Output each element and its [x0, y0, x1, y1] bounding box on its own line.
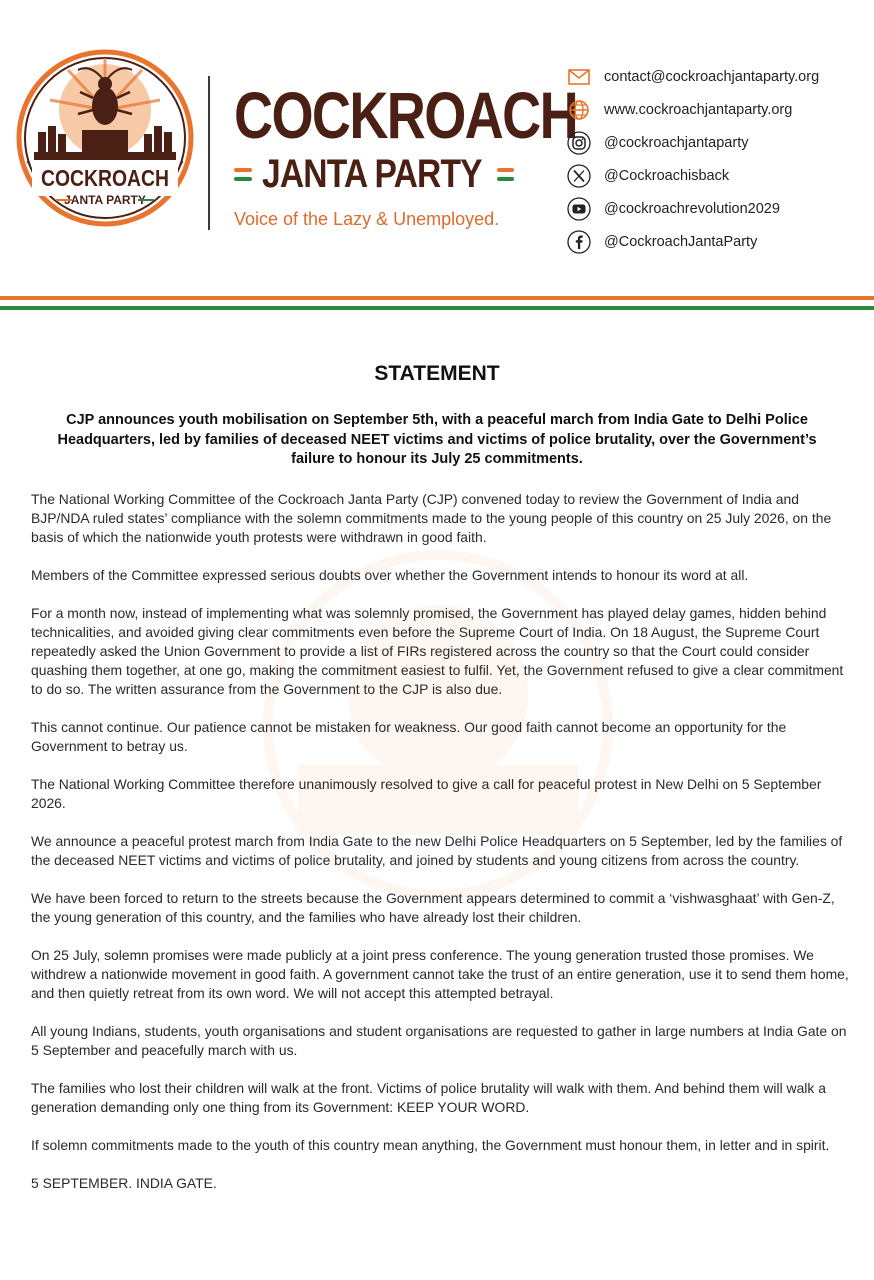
email-icon — [566, 64, 592, 90]
paragraph: If solemn commitments made to the youth of this country mean anything, the Government must honour them, in letter and in spirit. — [31, 1137, 830, 1153]
facebook-icon — [566, 229, 592, 255]
green-stripe — [0, 306, 874, 310]
closing-line: 5 SEPTEMBER. INDIA GATE. — [31, 1175, 217, 1191]
contact-youtube[interactable] — [566, 192, 866, 225]
brand-name: COCKROACH — [234, 78, 578, 152]
contact-facebook[interactable] — [566, 225, 866, 258]
paragraph: The families who lost their children will walk at the front. Victims of police brutality will walk with them. And behind them will walk a generation demanding only one thing from its Government: KEEP YOUR WORD. — [31, 1080, 826, 1115]
contact-instagram-text: @cockroachjantaparty — [604, 134, 749, 151]
paragraph: We announce a peaceful protest march from India Gate to the new Delhi Police Headquarters on 5 September, led by the families of the deceased NEET victims and victims of police brutality, and joined by students and young citizens from across the country. — [31, 833, 843, 868]
brand-block — [234, 78, 578, 230]
white-stripe — [0, 303, 874, 305]
paragraph: We have been forced to return to the streets because the Government appears determined to commit a ‘vishwasghaat’ with Gen-Z, the young generation of this country, and the families who have already lost their children. — [31, 890, 835, 925]
statement-title: STATEMENT — [374, 362, 500, 385]
globe-icon — [566, 97, 592, 123]
logo-name: COCKROACH — [41, 165, 169, 191]
contact-website-text: www.cockroachjantaparty.org — [604, 101, 793, 118]
statement-body — [31, 490, 857, 1212]
header-divider — [208, 76, 210, 230]
contact-list — [566, 60, 866, 258]
paragraph: The National Working Committee therefore unanimously resolved to give a call for peaceful protest in New Delhi on 5 September 2026. — [31, 776, 822, 811]
logo-sub: JANTA PARTY — [64, 193, 146, 207]
tricolor-left-icon — [234, 168, 252, 181]
paragraph: All young Indians, students, youth organisations and student organisations are requested to gather in large numbers at India Gate on 5 September and peacefully march with us. — [31, 1023, 847, 1058]
contact-facebook-text: @CockroachJantaParty — [604, 233, 758, 250]
brand-sub: JANTA PARTY — [261, 152, 482, 196]
cockroach-logo-icon — [16, 40, 194, 240]
statement-headline: CJP announces youth mobilisation on September 5th, with a peaceful march from India Gate to Delhi Police Headquarters, led by families of deceased NEET victims and victims of police brutality, over the Government’s failure to honour its July 25 commitments. — [57, 412, 817, 467]
tricolor-right-icon — [497, 168, 515, 181]
contact-website[interactable] — [566, 93, 866, 126]
paragraph: Members of the Committee expressed serious doubts over whether the Government intends to honour its word at all. — [31, 567, 749, 583]
contact-youtube-text: @cockroachrevolution2029 — [604, 200, 780, 217]
tagline: Voice of the Lazy & Unemployed. — [234, 209, 500, 229]
letterhead — [0, 0, 874, 300]
instagram-icon — [566, 130, 592, 156]
x-icon — [566, 163, 592, 189]
youtube-icon — [566, 196, 592, 222]
contact-email-text: contact@cockroachjantaparty.org — [604, 68, 820, 85]
brand-sub-row — [234, 152, 514, 197]
contact-x[interactable] — [566, 159, 866, 192]
saffron-stripe — [0, 296, 874, 300]
paragraph: This cannot continue. Our patience cannot be mistaken for weakness. Our good faith cannot become an opportunity for the Government to betray us. — [31, 719, 787, 754]
paragraph: The National Working Committee of the Cockroach Janta Party (CJP) convened today to review the Government of India and BJP/NDA ruled states’ compliance with the solemn commitments made to the young people of this country on 25 July 2026, on the basis of which the nationwide youth protests were withdrawn in good faith. — [31, 491, 832, 545]
contact-email[interactable] — [566, 60, 866, 93]
party-logo — [16, 40, 194, 240]
contact-x-text: @Cockroachisback — [604, 167, 730, 184]
paragraph: On 25 July, solemn promises were made publicly at a joint press conference. The young generation trusted those promises. We withdrew a nationwide movement in good faith. A government cannot take the trust of an entire generation, use it to send them home, and then quietly retreat from its own word. We will not accept this attempted betrayal. — [31, 947, 849, 1001]
paragraph: For a month now, instead of implementing what was solemnly promised, the Government has played delay games, hidden behind technicalities, and avoided giving clear commitments even before the Supreme Court of India. On 18 August, the Supreme Court repeatedly asked the Union Government to provide a list of FIRs registered across the country so that the Court could consider quashing them together, at one go, making the commitment easiest to fulfil. Yet, the Government refused to give a clear commitment to do so. The written assurance from the Government to the CJP is also due. — [31, 605, 844, 697]
contact-instagram[interactable] — [566, 126, 866, 159]
